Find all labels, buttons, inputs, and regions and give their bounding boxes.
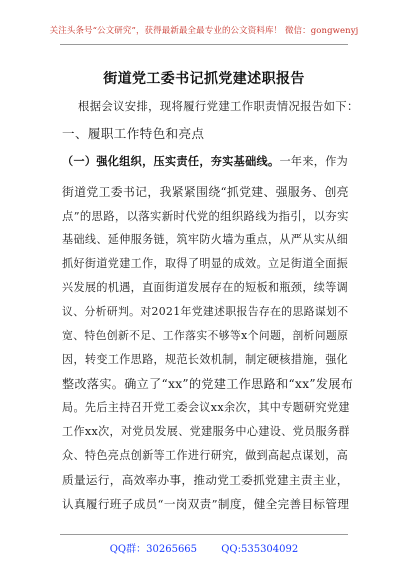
footer-qq-group: QQ群：30265665 bbox=[109, 544, 198, 555]
paragraph-line: 街道党工委书记，我紧紧围绕“抓党建、强服务、创亮 bbox=[62, 185, 349, 199]
subheading: （一）强化组织，压实责任，夯实基础线。 bbox=[62, 155, 280, 168]
paragraph-line: 质量运行，高效率办事，推动党工委抓党建主责主业， bbox=[62, 473, 349, 487]
paragraph-line: 兴发展的机遇，直面街道发展存在的短板和瓶颈，续等调 bbox=[62, 281, 349, 294]
header-banner: 关注头条号“公文研究”，获得最新最全最专业的公文资料库！ 微信：gongwenyj bbox=[49, 26, 359, 36]
header-divider bbox=[60, 44, 348, 45]
intro-paragraph: 根据会议安排，现将履行党建工作职责情况报告如下： bbox=[78, 99, 359, 113]
paragraph-line: 抓好街道党建工作，取得了明显的成效。立足街道全面振 bbox=[62, 257, 349, 270]
paragraph-line: 一年来，作为 bbox=[279, 155, 349, 168]
document-title: 街道党工委书记抓党建述职报告 bbox=[103, 71, 305, 87]
footer-qq: QQ:535304092 bbox=[221, 544, 299, 555]
paragraph-line: 点”的思路，以落实新时代党的组织路线为指引，以夯实 bbox=[62, 209, 349, 223]
paragraph-line: 认真履行班子成员“一岗双责”制度，健全完善目标管理 bbox=[62, 497, 350, 511]
paragraph-first-line bbox=[62, 154, 352, 170]
paragraph-line: 基础线、延伸服务链，筑牢防火墙为重点，从严从实从细 bbox=[62, 233, 349, 246]
paragraph-line: 因，转变工作思路，规范长效机制，制定硬核措施，强化 bbox=[62, 353, 349, 366]
footer bbox=[0, 540, 408, 555]
paragraph-line: 议、分析研判。对2021年党建述职报告存在的思路谋划不 bbox=[62, 305, 349, 318]
section-heading: 一、履职工作特色和亮点 bbox=[62, 126, 205, 141]
paragraph-line: 工作xx次，对党员发展、党建服务中心建设、党员服务群 bbox=[62, 425, 350, 438]
paragraph-line: 众、特色亮点创新等工作进行研究，做到高起点谋划，高 bbox=[62, 449, 349, 462]
paragraph-line: 整改落实。确立了“xx”的党建工作思路和“xx”发展布 bbox=[62, 377, 354, 391]
footer-divider bbox=[60, 534, 348, 535]
paragraph-line: 宽、特色创新不足、工作落实不够等x个问题，剖析问题原 bbox=[62, 329, 349, 342]
paragraph-line: 局。先后主持召开党工委会议xx余次，其中专题研究党建 bbox=[62, 401, 350, 414]
